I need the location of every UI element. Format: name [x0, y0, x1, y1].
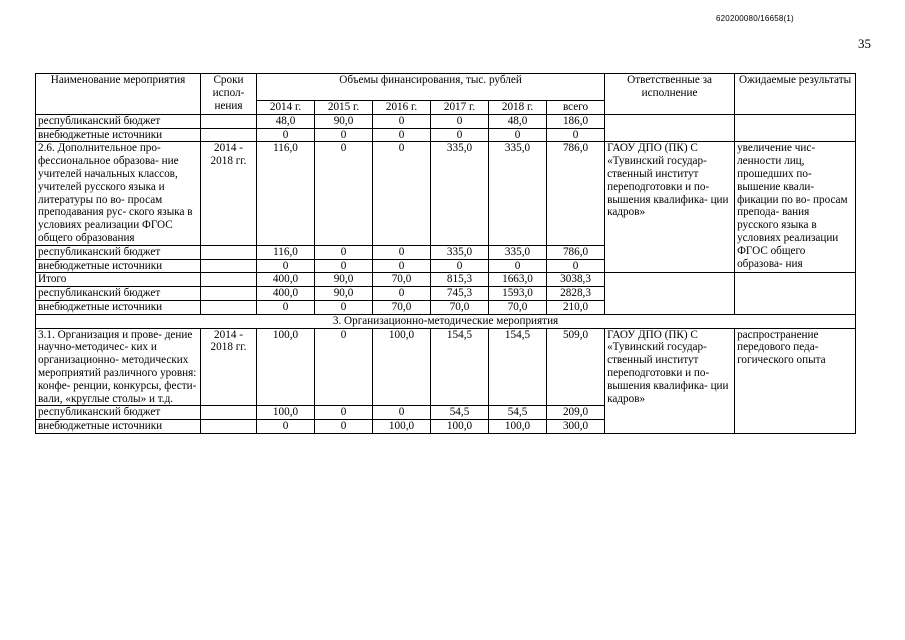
value-cell: 0 — [257, 300, 315, 314]
value-cell: 0 — [315, 128, 373, 142]
responsible-cell — [605, 273, 735, 314]
value-cell: 0 — [373, 142, 431, 245]
value-cell: 0 — [315, 300, 373, 314]
row-name: внебюджетные источники — [36, 128, 201, 142]
value-cell: 1593,0 — [489, 287, 547, 301]
value-cell: 335,0 — [431, 245, 489, 259]
row-terms — [201, 287, 257, 301]
value-cell: 509,0 — [547, 328, 605, 406]
value-cell: 100,0 — [489, 420, 547, 434]
value-cell: 0 — [373, 128, 431, 142]
row-terms — [201, 245, 257, 259]
header-funding: Объемы финансирования, тыс. рублей — [257, 74, 605, 101]
header-year: 2016 г. — [373, 101, 431, 115]
value-cell: 0 — [257, 259, 315, 273]
value-cell: 0 — [315, 406, 373, 420]
header-year-total: всего — [547, 101, 605, 115]
header-year: 2018 г. — [489, 101, 547, 115]
value-cell: 0 — [547, 259, 605, 273]
page-number: 35 — [858, 36, 871, 51]
document-id: 620200080/16658(1) — [716, 14, 794, 23]
value-cell: 335,0 — [431, 142, 489, 245]
section-title: 3. Организационно-методические мероприятия — [36, 314, 856, 328]
value-cell: 300,0 — [547, 420, 605, 434]
value-cell: 786,0 — [547, 142, 605, 245]
value-cell: 154,5 — [431, 328, 489, 406]
header-terms: Сроки испол- нения — [201, 74, 257, 115]
value-cell: 0 — [547, 128, 605, 142]
table-row — [36, 273, 856, 287]
value-cell: 0 — [431, 259, 489, 273]
value-cell: 745,3 — [431, 287, 489, 301]
value-cell: 0 — [373, 245, 431, 259]
value-cell: 400,0 — [257, 273, 315, 287]
value-cell: 0 — [373, 287, 431, 301]
results-cell — [735, 114, 856, 142]
table-row — [36, 328, 856, 406]
value-cell: 0 — [373, 259, 431, 273]
value-cell: 1663,0 — [489, 273, 547, 287]
value-cell: 70,0 — [373, 273, 431, 287]
value-cell: 0 — [489, 128, 547, 142]
responsible-cell: ГАОУ ДПО (ПК) С «Тувинский государ- ственный институт переподготовки и по- вышения квалифика- ции кадров» — [605, 142, 735, 273]
value-cell: 186,0 — [547, 114, 605, 128]
value-cell: 0 — [489, 259, 547, 273]
value-cell: 116,0 — [257, 245, 315, 259]
value-cell: 100,0 — [373, 328, 431, 406]
table-row — [36, 142, 856, 245]
value-cell: 54,5 — [431, 406, 489, 420]
value-cell: 70,0 — [373, 300, 431, 314]
value-cell: 116,0 — [257, 142, 315, 245]
value-cell: 0 — [315, 142, 373, 245]
value-cell: 100,0 — [257, 406, 315, 420]
value-cell: 0 — [373, 406, 431, 420]
header-results: Ожидаемые результаты — [735, 74, 856, 115]
header-responsible: Ответственные за исполнение — [605, 74, 735, 115]
row-name: 3.1. Организация и прове- дение научно-методичес- ких и организационно- методических мероприятий различного уровня: конфе- ренции, конкурсы, фести- вали, «круглые столы» и т.д. — [36, 328, 201, 406]
row-name: республиканский бюджет — [36, 287, 201, 301]
value-cell: 100,0 — [431, 420, 489, 434]
row-terms — [201, 300, 257, 314]
row-terms — [201, 128, 257, 142]
value-cell: 209,0 — [547, 406, 605, 420]
value-cell: 210,0 — [547, 300, 605, 314]
row-name: внебюджетные источники — [36, 259, 201, 273]
header-year: 2014 г. — [257, 101, 315, 115]
header-year: 2017 г. — [431, 101, 489, 115]
value-cell: 0 — [257, 128, 315, 142]
row-name: Итого — [36, 273, 201, 287]
value-cell: 154,5 — [489, 328, 547, 406]
row-terms — [201, 273, 257, 287]
value-cell: 400,0 — [257, 287, 315, 301]
row-name: республиканский бюджет — [36, 406, 201, 420]
row-terms — [201, 259, 257, 273]
value-cell: 3038,3 — [547, 273, 605, 287]
header-year: 2015 г. — [315, 101, 373, 115]
value-cell: 0 — [257, 420, 315, 434]
funding-table — [35, 73, 856, 434]
row-name: внебюджетные источники — [36, 300, 201, 314]
value-cell: 48,0 — [257, 114, 315, 128]
value-cell: 335,0 — [489, 245, 547, 259]
value-cell: 54,5 — [489, 406, 547, 420]
value-cell: 0 — [431, 114, 489, 128]
responsible-cell — [605, 114, 735, 142]
value-cell: 0 — [315, 245, 373, 259]
row-name: 2.6. Дополнительное про- фессиональное образова- ние учителей начальных классов, учителей русского языка и литературы по во- просам преподавания рус- ского языка в условиях реализации ФГОС общего образования — [36, 142, 201, 245]
value-cell: 90,0 — [315, 273, 373, 287]
table-row — [36, 114, 856, 128]
value-cell: 0 — [315, 328, 373, 406]
value-cell: 48,0 — [489, 114, 547, 128]
value-cell: 786,0 — [547, 245, 605, 259]
row-terms — [201, 114, 257, 128]
results-cell — [735, 273, 856, 314]
row-terms — [201, 406, 257, 420]
row-terms: 2014 - 2018 гг. — [201, 142, 257, 245]
row-name: внебюджетные источники — [36, 420, 201, 434]
value-cell: 100,0 — [373, 420, 431, 434]
value-cell: 0 — [373, 114, 431, 128]
value-cell: 100,0 — [257, 328, 315, 406]
value-cell: 90,0 — [315, 287, 373, 301]
row-terms — [201, 420, 257, 434]
results-cell: увеличение чис- ленности лиц, прошедших по- вышение квали- фикации по во- просам препода- вания русского языка в условиях реализации ФГОС общего образова- ния — [735, 142, 856, 273]
value-cell: 2828,3 — [547, 287, 605, 301]
value-cell: 0 — [315, 420, 373, 434]
responsible-cell: ГАОУ ДПО (ПК) С «Тувинский государ- ственный институт переподготовки и по- вышения квалифика- ции кадров» — [605, 328, 735, 433]
row-terms: 2014 - 2018 гг. — [201, 328, 257, 406]
value-cell: 90,0 — [315, 114, 373, 128]
value-cell: 815,3 — [431, 273, 489, 287]
value-cell: 335,0 — [489, 142, 547, 245]
value-cell: 0 — [431, 128, 489, 142]
results-cell: распространение передового педа- гогического опыта — [735, 328, 856, 433]
header-name: Наименование мероприятия — [36, 74, 201, 115]
row-name: республиканский бюджет — [36, 245, 201, 259]
section-row — [36, 314, 856, 328]
value-cell: 70,0 — [431, 300, 489, 314]
value-cell: 70,0 — [489, 300, 547, 314]
row-name: республиканский бюджет — [36, 114, 201, 128]
value-cell: 0 — [315, 259, 373, 273]
